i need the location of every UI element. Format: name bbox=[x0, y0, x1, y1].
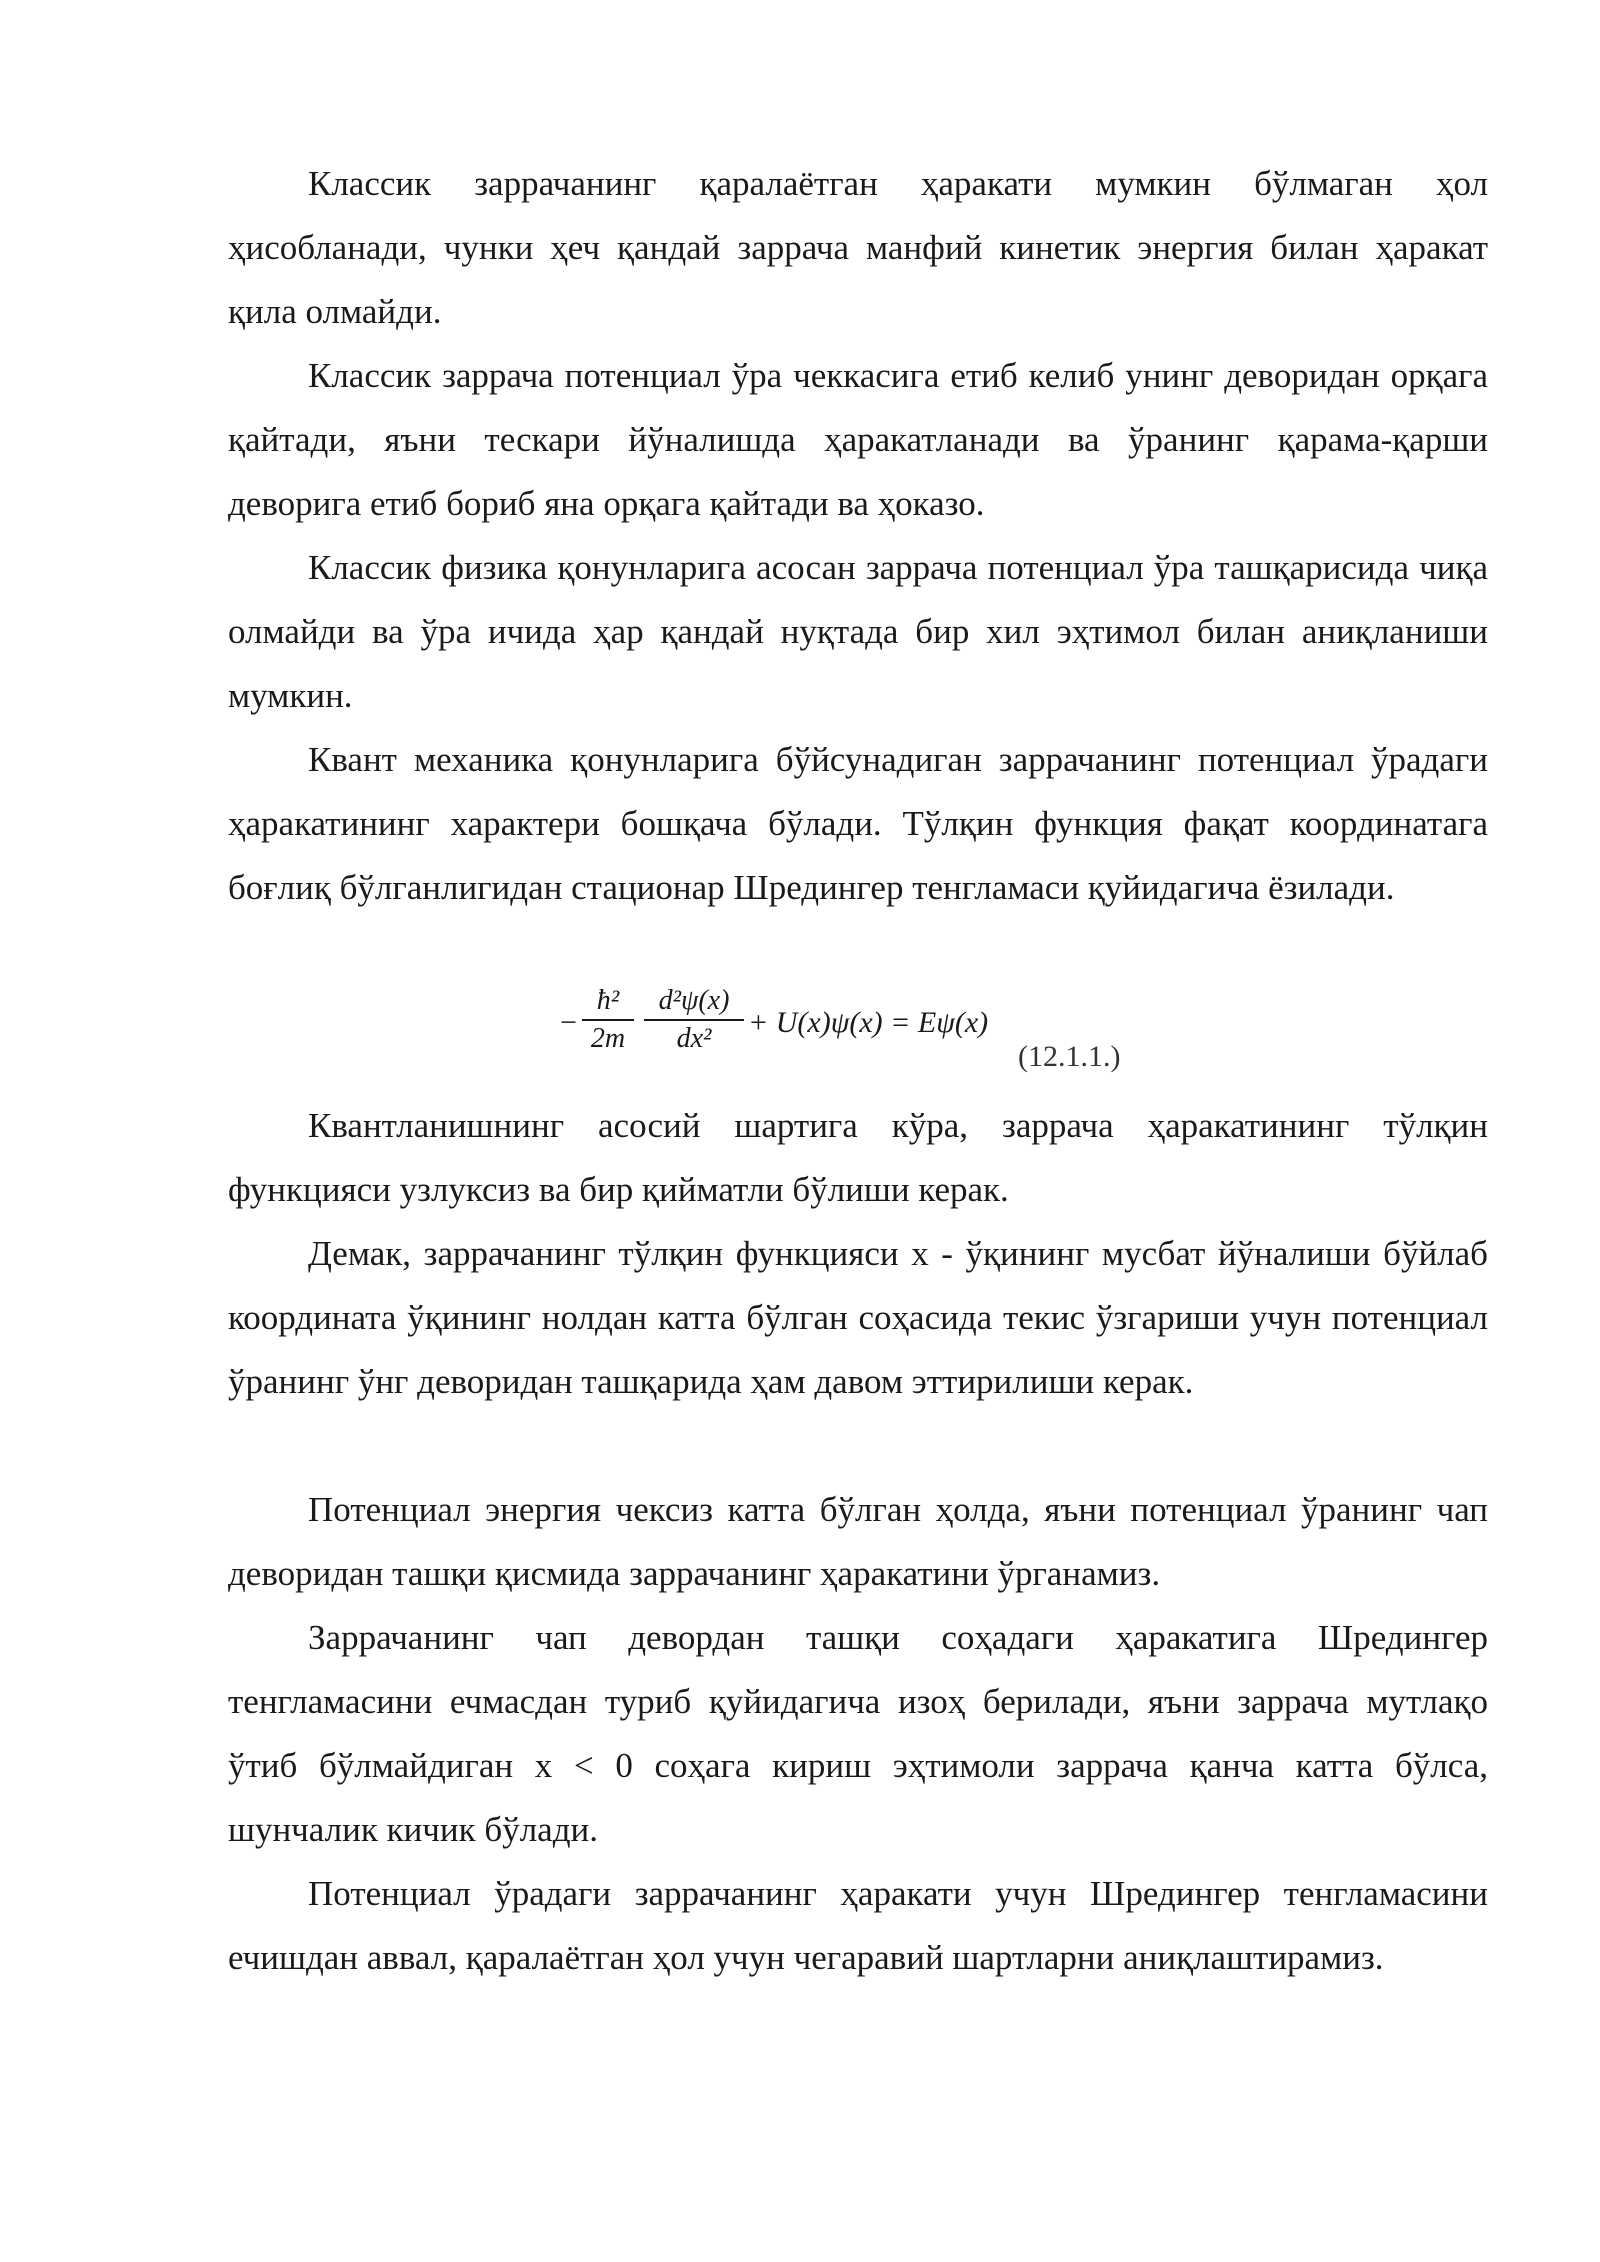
equation-number: (12.1.1.) bbox=[1018, 1040, 1121, 1073]
fraction-2-denominator: dx² bbox=[676, 1023, 712, 1054]
fraction-1-numerator: ħ² bbox=[596, 985, 620, 1016]
equation-remainder: + U(x)ψ(x) = Eψ(x) bbox=[748, 1006, 989, 1039]
paragraph-7: Потенциал энергия чексиз катта бўлган ҳолда, яъни потенциал ўранинг чап деворидан ташқи қисмида заррачанинг ҳаракатини ўрганамиз. bbox=[228, 1490, 1488, 1593]
paragraph-4: Квант механика қонунларига бўйсунадиган заррачанинг потенциал ўрадаги ҳаракатининг характери бошқача бўлади. Тўлқин функция фақат координатага боғлиқ бўлганлигидан стационар Шредингер тенгламаси қуйидагича ёзилади. bbox=[228, 740, 1488, 907]
equation-minus: − bbox=[560, 1006, 577, 1039]
fraction-1-denominator: 2m bbox=[590, 1023, 626, 1054]
fraction-2-numerator: d²ψ(x) bbox=[658, 985, 730, 1016]
fraction-1-bar bbox=[582, 1019, 634, 1021]
equation-fraction-2 bbox=[644, 984, 744, 1056]
equation-fraction-1 bbox=[582, 984, 634, 1056]
paragraph-3: Классик физика қонунларига асосан заррача потенциал ўра ташқарисида чиқа олмайди ва ўра ичида ҳар қандай нуқтада бир хил эҳтимол билан аниқланиши мумкин. bbox=[228, 548, 1488, 715]
paragraph-1: Классик заррачанинг қаралаётган ҳаракати мумкин бўлмаган ҳол ҳисобланади, чунки ҳеч қандай заррача манфий кинетик энергия билан ҳаракат қила олмайди. bbox=[228, 164, 1488, 331]
paragraph-2: Классик заррача потенциал ўра чеккасига етиб келиб унинг деворидан орқага қайтади, яъни тескари йўналишда ҳаракатланади ва ўранинг қарама-қарши деворига етиб бориб яна орқага қайтади ва ҳоказо. bbox=[228, 356, 1488, 523]
paragraph-8: Заррачанинг чап девордан ташқи соҳадаги ҳаракатига Шредингер тенгламасини ечмасдан туриб қуйидагича изоҳ берилади, яъни заррача мутлақо ўтиб бўлмайдиган x < 0 соҳага кириш эҳтимоли заррача қанча катта бўлса, шунчалик кичик бўлади. bbox=[228, 1618, 1488, 1849]
paragraph-6: Демак, заррачанинг тўлқин функцияси x - ўқининг мусбат йўналиши бўйлаб координата ўқининг нолдан катта бўлган соҳасида текис ўзгариши учун потенциал ўранинг ўнг деворидан ташқарида ҳам давом эттирилиши керак. bbox=[228, 1234, 1488, 1401]
paragraph-5: Квантланишнинг асосий шартига кўра, заррача ҳаракатининг тўлқин функцияси узлуксиз ва бир қийматли бўлиши керак. bbox=[228, 1106, 1488, 1209]
paragraph-9: Потенциал ўрадаги заррачанинг ҳаракати учун Шредингер тенгламасини ечишдан аввал, қаралаётган ҳол учун чегаравий шартларни аниқлаштирамиз. bbox=[228, 1874, 1488, 1977]
fraction-2-bar bbox=[644, 1019, 744, 1021]
